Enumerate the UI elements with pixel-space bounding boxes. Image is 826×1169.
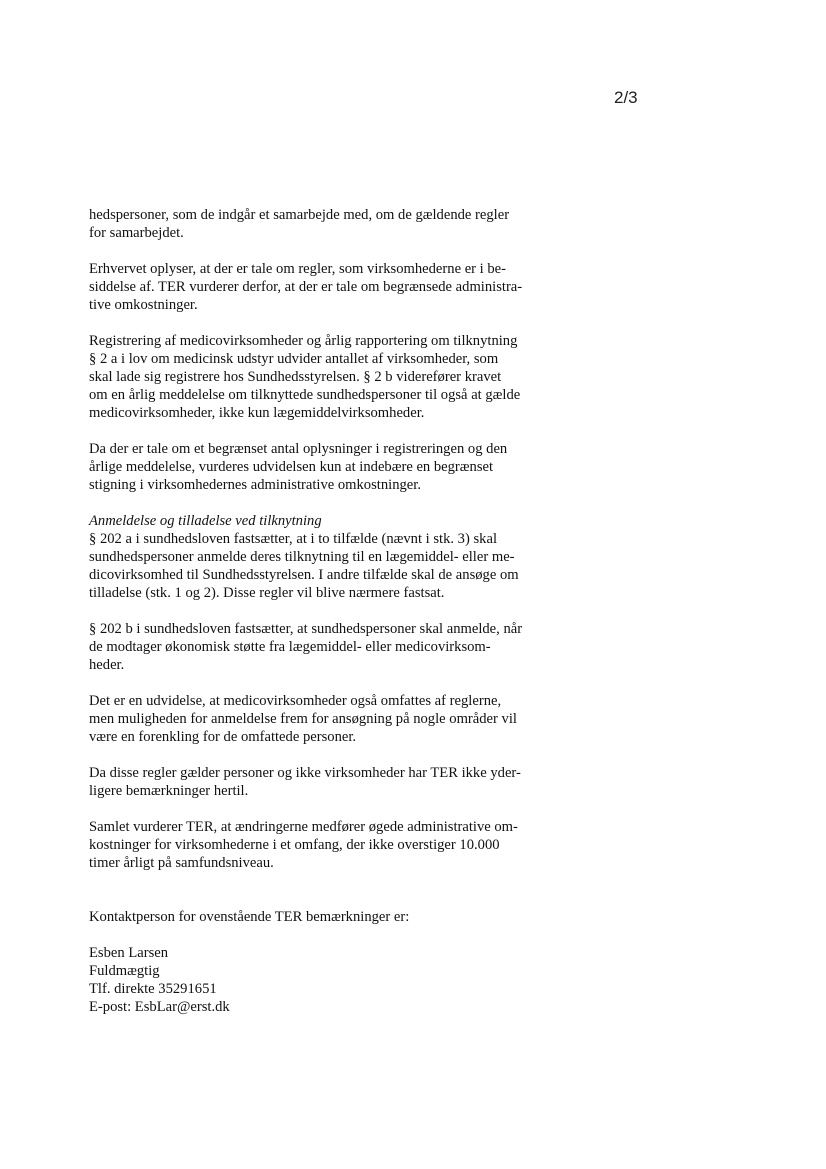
section-heading: Anmeldelse og tilladelse ved tilknytning — [89, 513, 322, 529]
text-line: årlige meddelelse, vurderes udvidelsen kun at indebære en begrænset — [89, 459, 494, 475]
paragraph-4 — [89, 440, 569, 494]
text-line: § 2 a i lov om medicinsk udstyr udvider antallet af virksomheder, som — [89, 351, 499, 367]
text-line: Samlet vurderer TER, at ændringerne medfører øgede administrative om- — [89, 819, 518, 835]
paragraph-3 — [89, 332, 569, 422]
contact-title: Fuldmægtig — [89, 963, 160, 979]
text-line: siddelse af. TER vurderer derfor, at der er tale om begrænsede administra- — [89, 279, 523, 295]
text-line: for samarbejdet. — [89, 225, 184, 241]
text-line: dicovirksomhed til Sundhedsstyrelsen. I andre tilfælde skal de ansøge om — [89, 567, 519, 583]
text-line: tive omkostninger. — [89, 297, 198, 313]
text-line: stigning i virksomhedernes administrative omkostninger. — [89, 477, 421, 493]
contact-email: E-post: EsbLar@erst.dk — [89, 999, 230, 1015]
spacer — [89, 890, 569, 908]
paragraph-5 — [89, 512, 569, 602]
text-line: timer årligt på samfundsniveau. — [89, 855, 274, 871]
paragraph-2 — [89, 260, 569, 314]
paragraph-8 — [89, 764, 569, 800]
text-line: § 202 b i sundhedsloven fastsætter, at sundhedspersoner skal anmelde, når — [89, 621, 523, 637]
text-line: kostninger for virksomhederne i et omfang, der ikke overstiger 10.000 — [89, 837, 500, 853]
text-line: Registrering af medicovirksomheder og årlig rapportering om tilknytning — [89, 333, 518, 349]
contact-name: Esben Larsen — [89, 945, 169, 961]
text-line: om en årlig meddelelse om tilknyttede sundhedspersoner til også at gælde — [89, 387, 521, 403]
text-line: heder. — [89, 657, 125, 673]
text-line: være en forenkling for de omfattede personer. — [89, 729, 357, 745]
text-line: ligere bemærkninger hertil. — [89, 783, 249, 799]
text-line: men muligheden for anmeldelse frem for ansøgning på nogle områder vil — [89, 711, 517, 727]
document-body — [89, 206, 569, 1034]
text-line: Erhvervet oplyser, at der er tale om regler, som virksomhederne er i be- — [89, 261, 507, 277]
paragraph-1 — [89, 206, 569, 242]
text-line: de modtager økonomisk støtte fra lægemiddel- eller medicovirksom- — [89, 639, 491, 655]
text-line: sundhedspersoner anmelde deres tilknytning til en lægemiddel- eller me- — [89, 549, 515, 565]
text-line: § 202 a i sundhedsloven fastsætter, at i to tilfælde (nævnt i stk. 3) skal — [89, 531, 497, 547]
paragraph-9 — [89, 818, 569, 872]
contact-phone: Tlf. direkte 35291651 — [89, 981, 217, 997]
text-line: hedspersoner, som de indgår et samarbejde med, om de gældende regler — [89, 207, 510, 223]
text-line: Da disse regler gælder personer og ikke virksomheder har TER ikke yder- — [89, 765, 521, 781]
text-line: tilladelse (stk. 1 og 2). Disse regler vil blive nærmere fastsat. — [89, 585, 445, 601]
contact-intro-paragraph — [89, 908, 569, 926]
text-line: Da der er tale om et begrænset antal oplysninger i registreringen og den — [89, 441, 508, 457]
paragraph-6 — [89, 620, 569, 674]
contact-block — [89, 944, 569, 1016]
text-line: skal lade sig registrere hos Sundhedsstyrelsen. § 2 b viderefører kravet — [89, 369, 502, 385]
contact-intro: Kontaktperson for ovenstående TER bemærkninger er: — [89, 909, 410, 925]
text-line: medicovirksomheder, ikke kun lægemiddelvirksomheder. — [89, 405, 425, 421]
text-line: Det er en udvidelse, at medicovirksomheder også omfattes af reglerne, — [89, 693, 502, 709]
page-number: 2/3 — [614, 88, 638, 107]
paragraph-7 — [89, 692, 569, 746]
